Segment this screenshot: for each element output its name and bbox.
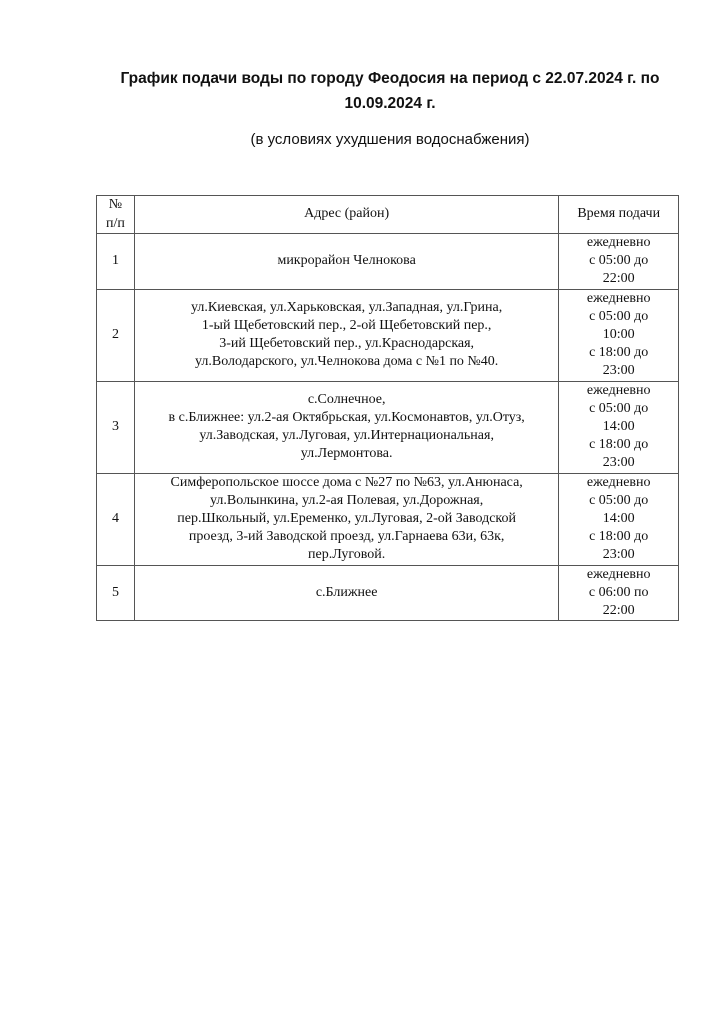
header-address: Адрес (район) — [134, 196, 558, 234]
row-time: ежедневно с 05:00 до 22:00 — [559, 234, 679, 290]
table-row — [97, 234, 679, 290]
table-row — [97, 565, 679, 621]
row-number: 4 — [97, 473, 135, 565]
document-title — [100, 66, 680, 116]
row-address: с.Солнечное, в с.Ближнее: ул.2-ая Октябрьская, ул.Космонавтов, ул.Отуз, ул.Заводская, ул.Луговая, ул.Интернациональная, ул.Лермонтова. — [134, 381, 558, 473]
row-address: микрорайон Челнокова — [134, 234, 558, 290]
table-row — [97, 381, 679, 473]
document-subtitle: (в условиях ухудшения водоснабжения) — [250, 131, 530, 148]
title-line: График подачи воды по городу Феодосия на период с 22.07.2024 г. по — [120, 70, 660, 87]
row-number: 3 — [97, 381, 135, 473]
title-line: 10.09.2024 г. — [344, 95, 436, 112]
table-row — [97, 473, 679, 565]
row-time: ежедневно с 05:00 до 14:00 с 18:00 до 23:00 — [559, 473, 679, 565]
row-number: 5 — [97, 565, 135, 621]
row-address: ул.Киевская, ул.Харьковская, ул.Западная, ул.Грина, 1-ый Щебетовский пер., 2-ой Щебетовский пер., 3-ий Щебетовский пер., ул.Краснодарская, ул.Володарского, ул.Челнокова дома с №1 по №40. — [134, 289, 558, 381]
header-time: Время подачи — [559, 196, 679, 234]
row-time: ежедневно с 05:00 до 10:00 с 18:00 до 23:00 — [559, 289, 679, 381]
table-row — [97, 289, 679, 381]
table-header-row — [97, 196, 679, 234]
row-time: ежедневно с 05:00 до 14:00 с 18:00 до 23:00 — [559, 381, 679, 473]
header-number: № п/п — [97, 196, 135, 234]
water-schedule-table — [96, 195, 679, 621]
row-address: Симферопольское шоссе дома с №27 по №63, ул.Анюнаса, ул.Волынкина, ул.2-ая Полевая, ул.Дорожная, пер.Школьный, ул.Еременко, ул.Луговая, 2-ой Заводской проезд, 3-ий Заводской проезд, ул.Гарнаева 63и, 63к, пер.Луговой. — [134, 473, 558, 565]
row-number: 2 — [97, 289, 135, 381]
row-address: с.Ближнее — [134, 565, 558, 621]
row-number: 1 — [97, 234, 135, 290]
row-time: ежедневно с 06:00 по 22:00 — [559, 565, 679, 621]
